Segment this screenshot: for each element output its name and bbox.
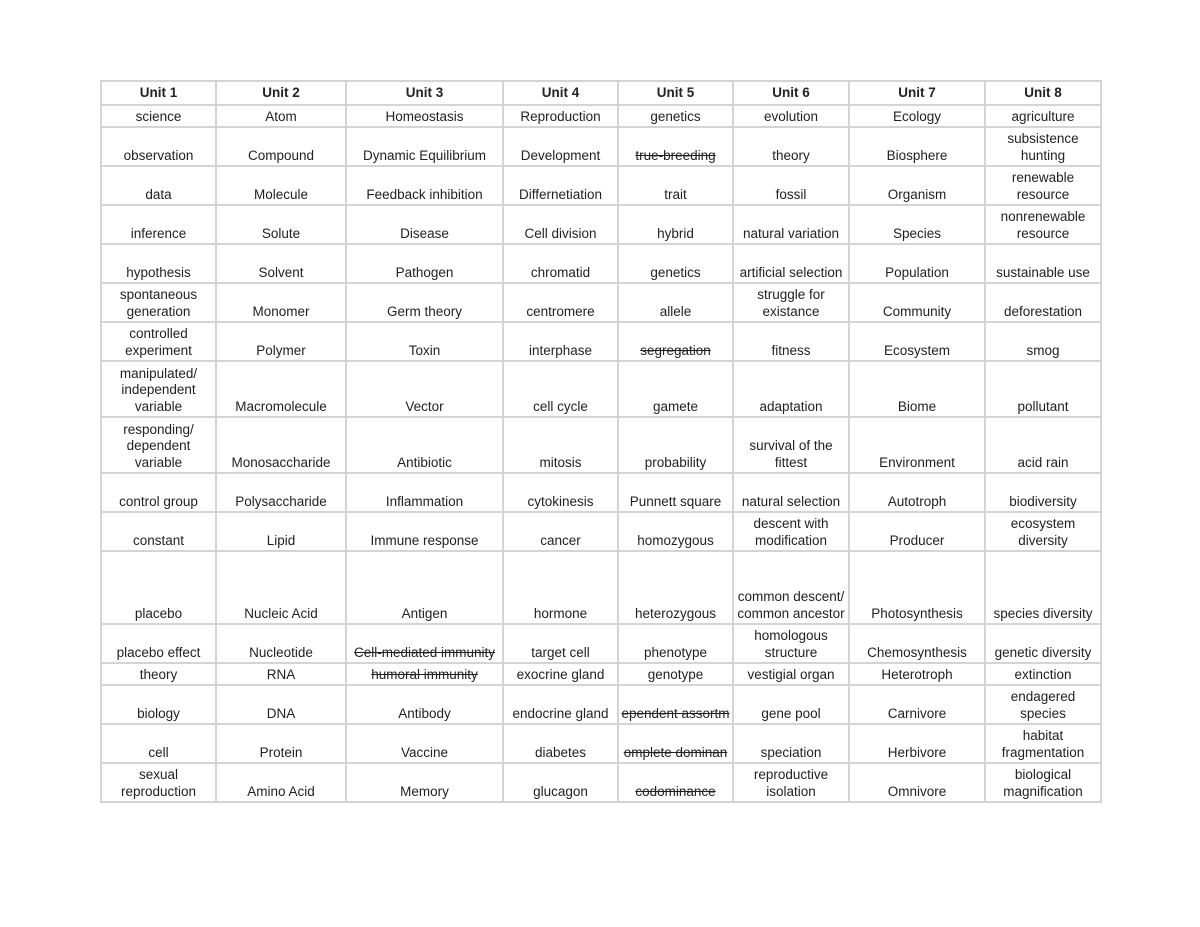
table-cell: Solvent [216, 244, 346, 283]
unit-header: Unit 3 [346, 81, 503, 105]
table-cell: genotype [618, 663, 733, 685]
table-cell: species diversity [985, 551, 1101, 624]
table-cell: vestigial organ [733, 663, 849, 685]
table-cell: hypothesis [101, 244, 216, 283]
table-cell: Antibody [346, 685, 503, 724]
table-cell: Pathogen [346, 244, 503, 283]
table-cell: extinction [985, 663, 1101, 685]
unit-header: Unit 7 [849, 81, 985, 105]
table-cell: Environment [849, 417, 985, 473]
table-cell: sustainable use [985, 244, 1101, 283]
table-cell: reproductive isolation [733, 763, 849, 802]
table-cell: control group [101, 473, 216, 512]
table-cell: fitness [733, 322, 849, 361]
table-cell: Nucleic Acid [216, 551, 346, 624]
table-cell: Vector [346, 361, 503, 417]
table-cell: Carnivore [849, 685, 985, 724]
table-row [101, 473, 1101, 512]
table-cell: artificial selection [733, 244, 849, 283]
table-cell: constant [101, 512, 216, 551]
table-row [101, 512, 1101, 551]
table-cell: deforestation [985, 283, 1101, 322]
table-cell: Antigen [346, 551, 503, 624]
table-cell: observation [101, 127, 216, 166]
table-cell: theory [101, 663, 216, 685]
table-row [101, 361, 1101, 417]
table-cell: Antibiotic [346, 417, 503, 473]
table-cell: Protein [216, 724, 346, 763]
table-cell: diabetes [503, 724, 618, 763]
table-cell: Reproduction [503, 105, 618, 127]
table-cell: endocrine gland [503, 685, 618, 724]
table-cell: biology [101, 685, 216, 724]
table-row [101, 417, 1101, 473]
table-cell: Autotroph [849, 473, 985, 512]
table-cell: Ecology [849, 105, 985, 127]
table-cell: Immune response [346, 512, 503, 551]
table-cell: RNA [216, 663, 346, 685]
table-cell: heterozygous [618, 551, 733, 624]
table-cell: Macromolecule [216, 361, 346, 417]
table-cell: genetics [618, 244, 733, 283]
table-row [101, 763, 1101, 802]
table-cell: Inflammation [346, 473, 503, 512]
table-row [101, 322, 1101, 361]
table-cell: Lipid [216, 512, 346, 551]
table-cell: subsistence hunting [985, 127, 1101, 166]
table-cell: Punnett square [618, 473, 733, 512]
unit-header: Unit 8 [985, 81, 1101, 105]
table-cell: Toxin [346, 322, 503, 361]
table-row [101, 205, 1101, 244]
table-row [101, 105, 1101, 127]
table-cell: codominance [618, 763, 733, 802]
table-cell: interphase [503, 322, 618, 361]
table-cell: evolution [733, 105, 849, 127]
table-cell: homologous structure [733, 624, 849, 663]
table-cell: speciation [733, 724, 849, 763]
table-cell: renewable resource [985, 166, 1101, 205]
table-cell: Molecule [216, 166, 346, 205]
table-cell: Population [849, 244, 985, 283]
table-cell: struggle for existance [733, 283, 849, 322]
table-cell: Photosynthesis [849, 551, 985, 624]
table-cell: Polysaccharide [216, 473, 346, 512]
table-cell: Cell division [503, 205, 618, 244]
table-cell: exocrine gland [503, 663, 618, 685]
table-cell: trait [618, 166, 733, 205]
table-cell: Organism [849, 166, 985, 205]
table-cell: Solute [216, 205, 346, 244]
table-row [101, 624, 1101, 663]
table-cell: spontaneous generation [101, 283, 216, 322]
table-cell: descent with modification [733, 512, 849, 551]
table-cell: Feedback inhibition [346, 166, 503, 205]
table-cell: adaptation [733, 361, 849, 417]
table-cell: cell [101, 724, 216, 763]
table-cell: Vaccine [346, 724, 503, 763]
header-row [101, 81, 1101, 105]
table-cell: target cell [503, 624, 618, 663]
table-cell: omplete dominan [618, 724, 733, 763]
table-cell: inference [101, 205, 216, 244]
table-cell: biological magnification [985, 763, 1101, 802]
unit-header: Unit 6 [733, 81, 849, 105]
table-cell: Differnetiation [503, 166, 618, 205]
table-cell: Development [503, 127, 618, 166]
table-row [101, 166, 1101, 205]
table-cell: Biosphere [849, 127, 985, 166]
table-row [101, 127, 1101, 166]
table-cell: nonrenewable resource [985, 205, 1101, 244]
table-row [101, 685, 1101, 724]
table-cell: Herbivore [849, 724, 985, 763]
table-cell: agriculture [985, 105, 1101, 127]
table-row [101, 244, 1101, 283]
table-cell: Nucleotide [216, 624, 346, 663]
table-cell: data [101, 166, 216, 205]
table-cell: Ecosystem [849, 322, 985, 361]
table-cell: Polymer [216, 322, 346, 361]
unit-header: Unit 1 [101, 81, 216, 105]
table-cell: DNA [216, 685, 346, 724]
table-cell: Dynamic Equilibrium [346, 127, 503, 166]
table-cell: Species [849, 205, 985, 244]
table-cell: Cell-mediated immunity [346, 624, 503, 663]
table-cell: survival of the fittest [733, 417, 849, 473]
table-cell: natural selection [733, 473, 849, 512]
table-cell: responding/ dependent variable [101, 417, 216, 473]
table-cell: fossil [733, 166, 849, 205]
table-cell: Monomer [216, 283, 346, 322]
table-cell: Germ theory [346, 283, 503, 322]
table-cell: Monosaccharide [216, 417, 346, 473]
vocabulary-table [100, 80, 1102, 803]
table-cell: segregation [618, 322, 733, 361]
table-cell: allele [618, 283, 733, 322]
table-cell: controlled experiment [101, 322, 216, 361]
table-cell: sexual reproduction [101, 763, 216, 802]
table-cell: hybrid [618, 205, 733, 244]
table-row [101, 551, 1101, 624]
table-cell: humoral immunity [346, 663, 503, 685]
table-cell: Community [849, 283, 985, 322]
table-cell: theory [733, 127, 849, 166]
table-cell: placebo effect [101, 624, 216, 663]
table-cell: Amino Acid [216, 763, 346, 802]
unit-header: Unit 5 [618, 81, 733, 105]
table-cell: genetic diversity [985, 624, 1101, 663]
table-cell: cell cycle [503, 361, 618, 417]
table-cell: Heterotroph [849, 663, 985, 685]
table-row [101, 663, 1101, 685]
table-cell: cancer [503, 512, 618, 551]
table-cell: centromere [503, 283, 618, 322]
table-cell: Chemosynthesis [849, 624, 985, 663]
table-cell: manipulated/ independent variable [101, 361, 216, 417]
table-cell: ecosystem diversity [985, 512, 1101, 551]
table-cell: placebo [101, 551, 216, 624]
table-body [101, 105, 1101, 802]
table-cell: Atom [216, 105, 346, 127]
table-cell: hormone [503, 551, 618, 624]
table-cell: endagered species [985, 685, 1101, 724]
table-cell: glucagon [503, 763, 618, 802]
table-cell: common descent/ common ancestor [733, 551, 849, 624]
table-cell: ependent assortm [618, 685, 733, 724]
table-cell: genetics [618, 105, 733, 127]
table-cell: mitosis [503, 417, 618, 473]
table-cell: acid rain [985, 417, 1101, 473]
table-cell: smog [985, 322, 1101, 361]
table-cell: Homeostasis [346, 105, 503, 127]
table-cell: gamete [618, 361, 733, 417]
table-cell: true-breeding [618, 127, 733, 166]
table-cell: Omnivore [849, 763, 985, 802]
table-cell: pollutant [985, 361, 1101, 417]
table-cell: Disease [346, 205, 503, 244]
table-cell: science [101, 105, 216, 127]
table-cell: Compound [216, 127, 346, 166]
table-cell: chromatid [503, 244, 618, 283]
table-cell: probability [618, 417, 733, 473]
unit-header: Unit 4 [503, 81, 618, 105]
table-cell: Biome [849, 361, 985, 417]
table-cell: natural variation [733, 205, 849, 244]
table-cell: habitat fragmentation [985, 724, 1101, 763]
table-cell: Producer [849, 512, 985, 551]
table-cell: biodiversity [985, 473, 1101, 512]
table-row [101, 283, 1101, 322]
table-cell: Memory [346, 763, 503, 802]
table-cell: phenotype [618, 624, 733, 663]
table-cell: homozygous [618, 512, 733, 551]
table-row [101, 724, 1101, 763]
unit-header: Unit 2 [216, 81, 346, 105]
table-cell: gene pool [733, 685, 849, 724]
table-cell: cytokinesis [503, 473, 618, 512]
